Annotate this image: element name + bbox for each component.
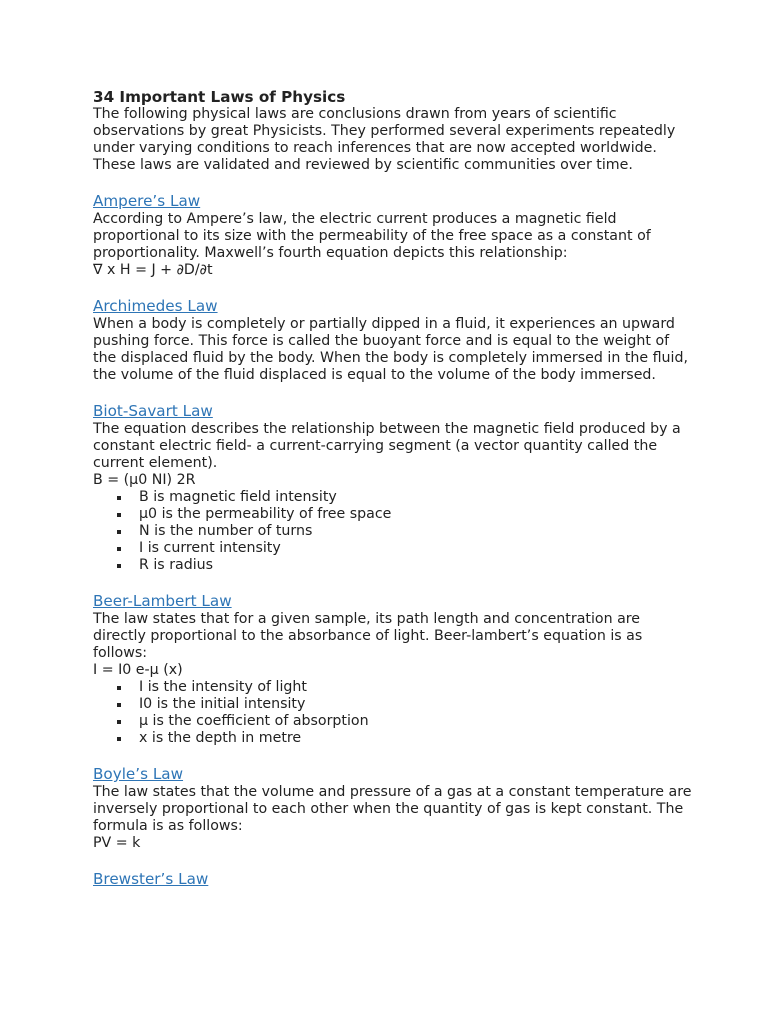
list-item: I is the intensity of light [139, 679, 693, 696]
section-beer-lambert-law [93, 592, 693, 747]
list-item: μ is the coefficient of absorption [139, 713, 693, 730]
section-boyles-law [93, 765, 693, 852]
section-formula: B = (μ0 NI) 2R [93, 472, 196, 488]
list-item: I is current intensity [139, 540, 693, 557]
section-heading-link[interactable]: Biot-Savart Law [93, 402, 213, 420]
section-archimedes-law [93, 297, 693, 384]
section-heading-link[interactable]: Beer-Lambert Law [93, 592, 232, 610]
section-heading-link[interactable]: Brewster’s Law [93, 870, 209, 888]
section-brewsters-law [93, 870, 693, 889]
intro-paragraph: The following physical laws are conclusions drawn from years of scientific observations by great Physicists. They performed several experiments repeatedly under varying conditions to reach inferences that are now accepted worldwide. These laws are validated and reviewed by scientific communities over time. [93, 106, 676, 173]
section-formula: PV = k [93, 835, 141, 851]
section-body: When a body is completely or partially dipped in a fluid, it experiences an upward pushing force. This force is called the buoyant force and is equal to the weight of the displaced fluid by the body. When the body is completely immersed in the fluid, the volume of the fluid displaced is equal to the volume of the body immersed. [93, 316, 688, 383]
list-item: R is radius [139, 557, 693, 574]
document-page [93, 88, 693, 889]
list-item: N is the number of turns [139, 523, 693, 540]
section-heading-link[interactable]: Ampere’s Law [93, 192, 201, 210]
list-item: B is magnetic field intensity [139, 489, 693, 506]
section-body: According to Ampere’s law, the electric current produces a magnetic field proportional to its size with the permeability of the free space as a constant of proportionality. Maxwell’s fourth equation depicts this relationship: [93, 211, 651, 261]
list-item: x is the depth in metre [139, 730, 693, 747]
section-body: The law states that the volume and pressure of a gas at a constant temperature are inversely proportional to each other when the quantity of gas is kept constant. The formula is as follows: [93, 784, 692, 834]
section-amperes-law [93, 192, 693, 279]
variable-list [93, 489, 693, 574]
section-heading-link[interactable]: Archimedes Law [93, 297, 218, 315]
section-formula: I = I0 e-μ (x) [93, 662, 183, 678]
section-formula: ∇ x H = J + ∂D/∂t [93, 262, 213, 278]
variable-list [93, 679, 693, 747]
section-body: The equation describes the relationship between the magnetic field produced by a constant electric field- a current-carrying segment (a vector quantity called the current element). [93, 421, 681, 471]
section-heading-link[interactable]: Boyle’s Law [93, 765, 184, 783]
list-item: μ0 is the permeability of free space [139, 506, 693, 523]
section-body: The law states that for a given sample, its path length and concentration are directly proportional to the absorbance of light. Beer-lambert’s equation is as follows: [93, 611, 643, 661]
list-item: I0 is the initial intensity [139, 696, 693, 713]
page-title: 34 Important Laws of Physics [93, 88, 346, 106]
section-biot-savart-law [93, 402, 693, 574]
